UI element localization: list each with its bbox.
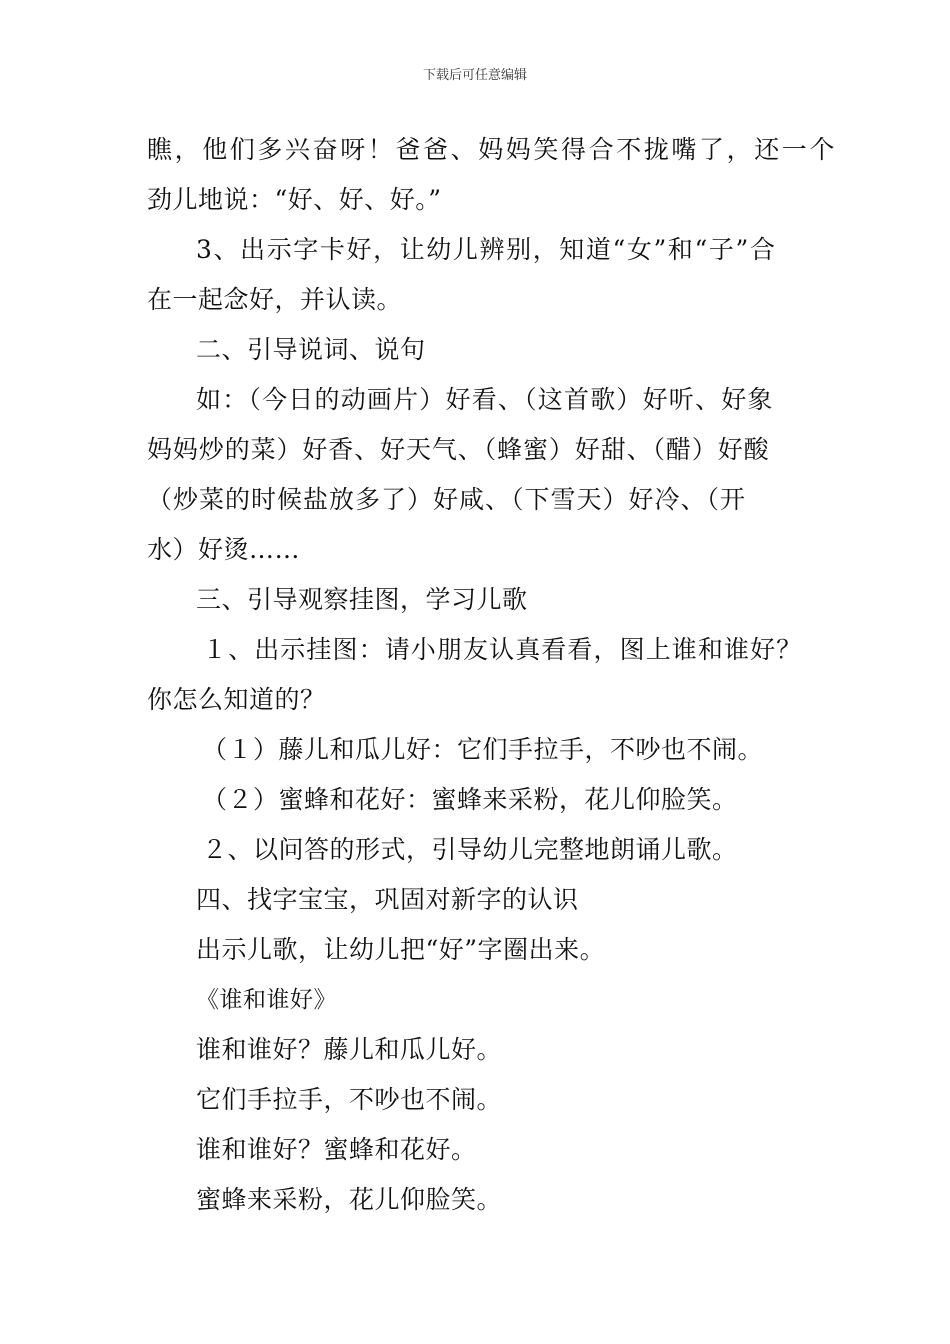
paragraph-line: 3、出示字卡好，让幼儿辨别，知道“女”和“子”合 [196, 235, 777, 264]
paragraph-line: 在一起念好，并认读。 [147, 285, 403, 314]
section-heading: 二、引导说词、说句 [196, 335, 426, 364]
poem-line: 谁和谁好？蜜蜂和花好。 [196, 1135, 477, 1164]
paragraph-line: 出示儿歌，让幼儿把“好”字圈出来。 [196, 935, 606, 964]
paragraph-line: ２、以问答的形式，引导幼儿完整地朗诵儿歌。 [202, 835, 738, 864]
paragraph-line: 水）好烫…… [147, 535, 301, 564]
paragraph-line: １、出示挂图：请小朋友认真看看，图上谁和谁好？ [202, 635, 803, 664]
section-heading: 三、引导观察挂图，学习儿歌 [196, 585, 528, 614]
list-item: （１）藤儿和瓜儿好：它们手拉手，不吵也不闹。 [202, 735, 764, 764]
paragraph-line: 瞧，他们多兴奋呀！爸爸、妈妈笑得合不拢嘴了，还一个 [147, 135, 838, 164]
poem-line: 谁和谁好？藤儿和瓜儿好。 [196, 1035, 503, 1064]
paragraph-line: 劲儿地说：“好、好、好。” [147, 185, 442, 214]
poem-line: 它们手拉手，不吵也不闹。 [196, 1085, 503, 1114]
paragraph-line: （炒菜的时候盐放多了）好咸、（下雪天）好冷、（开 [147, 485, 747, 514]
list-item: （２）蜜蜂和花好：蜜蜂来采粉，花儿仰脸笑。 [202, 785, 738, 814]
page-header: 下载后可任意编辑 [422, 68, 527, 83]
section-heading: 四、找字宝宝，巩固对新字的认识 [196, 885, 579, 914]
poem-title: 《谁和谁好》 [196, 987, 337, 1013]
paragraph-line: 如：（今日的动画片）好看、（这首歌）好听、好象 [196, 385, 774, 414]
poem-line: 蜜蜂来采粉，花儿仰脸笑。 [196, 1185, 503, 1214]
paragraph-line: 妈妈炒的菜）好香、好天气、（蜂蜜）好甜、（醋）好酸 [147, 435, 770, 464]
paragraph-line: 你怎么知道的？ [147, 685, 326, 714]
